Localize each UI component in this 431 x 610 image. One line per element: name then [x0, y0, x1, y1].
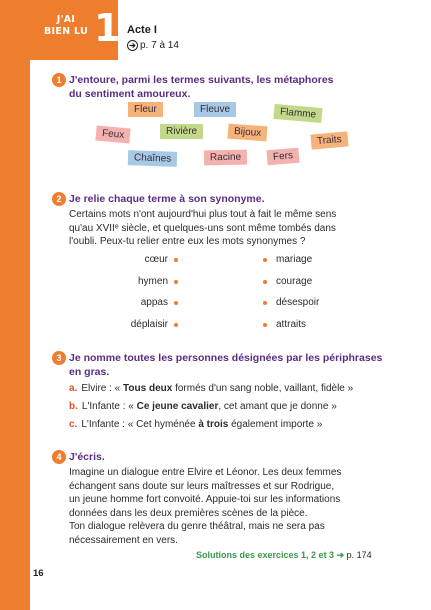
- right-word-desespoir: désespoir: [276, 297, 320, 308]
- word-chip-flamme[interactable]: Flamme: [273, 104, 322, 123]
- item-text-after: formés d'un sang noble, vaillant, fidèle »: [172, 383, 354, 394]
- question-4-text-line: données dans les deux premières scènes de la pièce.: [69, 507, 308, 519]
- right-word-attraits: attraits: [276, 319, 307, 330]
- question-3-number: 3: [52, 351, 66, 365]
- left-word-coeur: cœur: [144, 254, 168, 265]
- question-1-title-line-1: J'entoure, parmi les termes suivants, les métaphores: [69, 74, 334, 86]
- item-text-after: également importe »: [228, 419, 323, 430]
- left-word-deplaisir: déplaisir: [130, 319, 168, 330]
- question-1-number: 1: [52, 73, 66, 87]
- item-text-bold: à trois: [198, 419, 229, 430]
- item-letter: b.: [69, 401, 78, 412]
- item-text-before: L'Infante : «: [81, 401, 137, 412]
- question-1-title: [69, 73, 334, 101]
- right-connector-dot[interactable]: [263, 323, 267, 327]
- word-chip-feux[interactable]: Feux: [95, 126, 130, 144]
- word-chip-fleuve[interactable]: Fleuve: [194, 102, 236, 117]
- word-chip-riviere[interactable]: Rivière: [160, 124, 203, 139]
- solutions-arrow-icon: ➔: [336, 550, 345, 560]
- question-4-text-line: échangent sans doute sur leurs maîtresses et sur Rodrigue,: [69, 480, 335, 492]
- word-chip-traits[interactable]: Traits: [310, 131, 348, 149]
- question-3-title-line-1: Je nomme toutes les personnes désignées par les périphrases: [69, 352, 383, 364]
- right-connector-dot[interactable]: [263, 258, 267, 262]
- question-4-text: [69, 466, 341, 547]
- word-chip-racine[interactable]: Racine: [204, 150, 247, 166]
- question-2-number: 2: [52, 192, 66, 206]
- left-word-appas: appas: [140, 297, 168, 308]
- question-2-text-line: Certains mots n'ont aujourd'hui plus tout à fait le même sens: [69, 209, 337, 220]
- act-title: Acte I: [127, 24, 157, 36]
- item-text-before: Elvire : «: [81, 383, 124, 394]
- question-2-title: Je relie chaque terme à son synonyme.: [69, 193, 265, 205]
- question-3-item-a: [69, 382, 353, 395]
- badge-line-1: J'AI: [56, 14, 76, 25]
- right-word-mariage: mariage: [276, 254, 313, 265]
- question-4-text-line: Imagine un dialogue entre Elvire et Léonor. Les deux femmes: [69, 467, 342, 478]
- right-connector-dot[interactable]: [263, 301, 267, 305]
- right-connector-dot[interactable]: [263, 280, 267, 284]
- question-3-title-line-2: en gras.: [69, 366, 110, 378]
- arrow-circle-icon: ➔: [127, 40, 138, 51]
- chapter-badge: [30, 0, 121, 60]
- left-connector-dot[interactable]: [174, 280, 178, 284]
- question-2-text-line: qu'au XVIIᵉ siècle, et quelques-uns sont même tombés dans: [69, 222, 336, 234]
- word-chip-chaines[interactable]: Chaînes: [128, 150, 178, 167]
- question-1-title-line-2: du sentiment amoureux.: [69, 88, 191, 100]
- item-text-bold: Tous deux: [123, 383, 173, 394]
- solutions-page: p. 174: [346, 550, 372, 560]
- word-chip-fleur[interactable]: Fleur: [128, 102, 163, 117]
- page-number: 16: [33, 568, 44, 579]
- item-text-bold: Ce jeune cavalier: [136, 401, 219, 412]
- word-chip-bijoux[interactable]: Bijoux: [228, 124, 268, 142]
- solutions-reference: [196, 550, 372, 561]
- question-4-text-line: Ton dialogue relèvera du genre théâtral, mais ne sera pas: [69, 521, 325, 532]
- chapter-badge-label: [38, 14, 94, 38]
- left-color-bar: [0, 0, 30, 610]
- item-letter: a.: [69, 383, 78, 394]
- question-4-number: 4: [52, 450, 66, 464]
- left-connector-dot[interactable]: [174, 301, 178, 305]
- left-word-hymen: hymen: [137, 276, 168, 287]
- question-3-item-c: [69, 418, 322, 431]
- question-4-text-line: nécessairement en vers.: [69, 534, 178, 546]
- question-2-text-line: l'oubli. Peux-tu relier entre eux les mots synonymes ?: [69, 236, 306, 247]
- item-text-after: , cet amant que je donne »: [218, 401, 337, 412]
- right-word-courage: courage: [276, 276, 313, 287]
- question-4-title: J'écris.: [69, 451, 105, 463]
- item-letter: c.: [69, 419, 78, 430]
- page-range: p. 7 à 14: [140, 40, 179, 51]
- question-4-text-line: un jeune homme fort convoité. Appuie-toi sur les informations: [69, 494, 341, 505]
- left-connector-dot[interactable]: [174, 323, 178, 327]
- item-text-before: L'Infante : « Cet hyménée: [81, 419, 199, 430]
- badge-line-2: BIEN LU: [43, 26, 89, 37]
- solutions-label: Solutions des exercices 1, 2 et 3: [196, 550, 335, 560]
- chapter-number: 1: [94, 6, 121, 50]
- question-3-item-b: [69, 400, 337, 413]
- question-3-title: [69, 351, 382, 379]
- page-reference: [127, 40, 179, 51]
- left-connector-dot[interactable]: [174, 258, 178, 262]
- question-2-text: [69, 208, 336, 249]
- word-chip-fers[interactable]: Fers: [266, 148, 299, 166]
